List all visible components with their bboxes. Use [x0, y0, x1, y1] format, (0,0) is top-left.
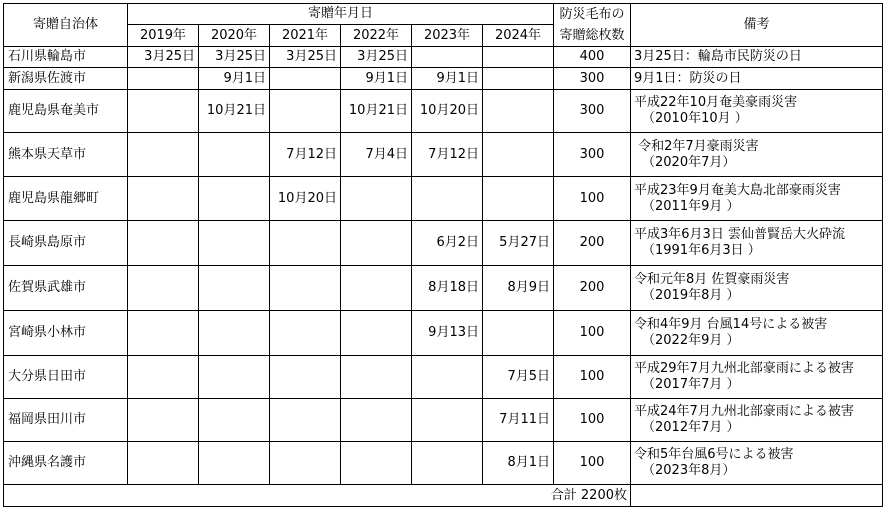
- date-cell: 10月21日: [341, 90, 412, 133]
- table-row: [4, 177, 883, 221]
- note-line: （2010年10月 ）: [642, 111, 748, 126]
- date-cell: 9月13日: [412, 311, 483, 356]
- date-cell: [341, 311, 412, 356]
- note-line: 平成24年7月九州北部豪雨による被害: [634, 404, 854, 419]
- count-cell: 400: [554, 47, 631, 68]
- municipality-cell: 宮崎県小林市: [4, 311, 128, 356]
- total-count-header-line2: 寄贈総枚数: [559, 28, 625, 43]
- note-cell: [631, 90, 883, 133]
- municipality-cell: 熊本県天草市: [4, 133, 128, 177]
- table-row: [4, 356, 883, 399]
- table-row: [4, 399, 883, 442]
- note-line: 9月1日：防災の日: [634, 70, 742, 86]
- note-cell: [631, 266, 883, 311]
- note-line: 3月25日：輪島市民防災の日: [634, 49, 802, 64]
- municipality-cell: 福岡県田川市: [4, 399, 128, 442]
- note-line: 令和元年8月 佐賀豪雨災害: [634, 272, 790, 287]
- year-header: 2022年: [341, 25, 412, 47]
- note-line: 令和4年9月 台風14号による被害: [634, 317, 828, 332]
- date-cell: [199, 133, 270, 177]
- date-cell: 3月25日: [341, 47, 412, 68]
- date-cell: [341, 442, 412, 485]
- date-cell: [199, 311, 270, 356]
- note-cell: [631, 68, 883, 90]
- table-row: [4, 133, 883, 177]
- date-cell: [199, 399, 270, 442]
- municipality-cell: 佐賀県武雄市: [4, 266, 128, 311]
- date-cell: [128, 221, 199, 266]
- date-cell: [483, 90, 554, 133]
- count-cell: 300: [554, 68, 631, 90]
- date-cell: 9月1日: [412, 68, 483, 90]
- donation-date-header: 寄贈年月日: [128, 4, 554, 25]
- year-header: 2020年: [199, 25, 270, 47]
- table-row: [4, 47, 883, 68]
- date-cell: 8月9日: [483, 266, 554, 311]
- date-cell: [483, 133, 554, 177]
- date-cell: [199, 266, 270, 311]
- municipality-cell: 鹿児島県奄美市: [4, 90, 128, 133]
- date-cell: [483, 311, 554, 356]
- note-cell: [631, 311, 883, 356]
- date-cell: [483, 68, 554, 90]
- count-cell: 300: [554, 133, 631, 177]
- date-cell: 7月12日: [270, 133, 341, 177]
- date-cell: [412, 177, 483, 221]
- date-cell: [412, 47, 483, 68]
- date-cell: [128, 442, 199, 485]
- count-cell: 100: [554, 177, 631, 221]
- note-cell: [631, 177, 883, 221]
- note-line: （2020年7月）: [642, 154, 736, 170]
- date-cell: 3月25日: [199, 47, 270, 68]
- date-cell: 6月2日: [412, 221, 483, 266]
- date-cell: 10月20日: [270, 177, 341, 221]
- total-count-header: [554, 4, 631, 47]
- total-count-header-line1: 防災毛布の: [559, 7, 625, 22]
- table-row: [4, 90, 883, 133]
- year-header: 2021年: [270, 25, 341, 47]
- date-cell: [341, 399, 412, 442]
- note-line: 平成23年9月奄美大島北部豪雨災害: [634, 182, 841, 198]
- table-row: [4, 68, 883, 90]
- date-cell: 10月21日: [199, 90, 270, 133]
- date-cell: [199, 442, 270, 485]
- note-line: （2022年9月 ）: [642, 333, 740, 348]
- note-cell: [631, 133, 883, 177]
- notes-header: 備考: [631, 4, 883, 47]
- total-cell: 合計 2200枚: [4, 485, 631, 507]
- date-cell: [412, 442, 483, 485]
- count-cell: 100: [554, 399, 631, 442]
- table-row: [4, 221, 883, 266]
- table-row: [4, 311, 883, 356]
- date-cell: [270, 311, 341, 356]
- count-cell: 100: [554, 356, 631, 399]
- date-cell: [270, 221, 341, 266]
- blanket-donation-table: [3, 3, 883, 507]
- table-row: [4, 442, 883, 485]
- date-cell: [341, 356, 412, 399]
- note-line: 平成29年7月九州北部豪雨による被害: [634, 361, 854, 376]
- note-cell: [631, 399, 883, 442]
- date-cell: [128, 356, 199, 399]
- note-cell: [631, 47, 883, 68]
- note-cell: [631, 221, 883, 266]
- donation-table-sheet: [3, 3, 883, 507]
- date-cell: [128, 177, 199, 221]
- table-row: [4, 266, 883, 311]
- date-cell: 3月25日: [128, 47, 199, 68]
- date-cell: [270, 399, 341, 442]
- note-cell: [631, 356, 883, 399]
- date-cell: [128, 68, 199, 90]
- count-cell: 100: [554, 311, 631, 356]
- date-cell: 7月4日: [341, 133, 412, 177]
- date-cell: 7月5日: [483, 356, 554, 399]
- municipality-cell: 鹿児島県龍郷町: [4, 177, 128, 221]
- municipality-cell: 沖縄県名護市: [4, 442, 128, 485]
- date-cell: [270, 266, 341, 311]
- date-cell: 9月1日: [199, 68, 270, 90]
- municipality-header: 寄贈自治体: [4, 4, 128, 47]
- year-header: 2019年: [128, 25, 199, 47]
- date-cell: [270, 68, 341, 90]
- date-cell: 10月20日: [412, 90, 483, 133]
- date-cell: [412, 399, 483, 442]
- total-note-cell: [631, 485, 883, 507]
- note-line: （1991年6月3日 ）: [642, 243, 761, 258]
- municipality-cell: 石川県輪島市: [4, 47, 128, 68]
- date-cell: 7月12日: [412, 133, 483, 177]
- date-cell: [128, 311, 199, 356]
- note-line: （2019年8月 ）: [642, 288, 740, 303]
- date-cell: [128, 133, 199, 177]
- date-cell: [483, 47, 554, 68]
- note-line: （2011年9月 ）: [642, 198, 740, 214]
- date-cell: [199, 177, 270, 221]
- date-cell: [412, 356, 483, 399]
- date-cell: [270, 356, 341, 399]
- date-cell: [270, 90, 341, 133]
- date-cell: 3月25日: [270, 47, 341, 68]
- note-line: （2012年7月 ）: [642, 420, 740, 435]
- date-cell: 8月1日: [483, 442, 554, 485]
- count-cell: 200: [554, 221, 631, 266]
- date-cell: [341, 221, 412, 266]
- count-cell: 300: [554, 90, 631, 133]
- count-cell: 200: [554, 266, 631, 311]
- total-row: [4, 485, 883, 507]
- date-cell: [270, 442, 341, 485]
- date-cell: 5月27日: [483, 221, 554, 266]
- note-line: 平成22年10月奄美豪雨災害: [634, 95, 798, 110]
- year-header: 2023年: [412, 25, 483, 47]
- date-cell: [341, 177, 412, 221]
- date-cell: 9月1日: [341, 68, 412, 90]
- date-cell: 7月11日: [483, 399, 554, 442]
- date-cell: [128, 399, 199, 442]
- date-cell: [128, 266, 199, 311]
- date-cell: [199, 221, 270, 266]
- date-cell: [128, 90, 199, 133]
- municipality-cell: 長崎県島原市: [4, 221, 128, 266]
- note-line: （2023年8月）: [642, 463, 736, 478]
- note-line: 令和5年台風6号による被害: [634, 447, 794, 462]
- count-cell: 100: [554, 442, 631, 485]
- municipality-cell: 新潟県佐渡市: [4, 68, 128, 90]
- municipality-cell: 大分県日田市: [4, 356, 128, 399]
- date-cell: [483, 177, 554, 221]
- date-cell: 8月18日: [412, 266, 483, 311]
- note-cell: [631, 442, 883, 485]
- date-cell: [341, 266, 412, 311]
- year-header: 2024年: [483, 25, 554, 47]
- note-line: 平成3年6月3日 雲仙普賢岳大火砕流: [634, 227, 845, 242]
- note-line: （2017年7月 ）: [642, 377, 740, 392]
- date-cell: [199, 356, 270, 399]
- note-line: 令和2年7月豪雨災害: [634, 138, 759, 154]
- header-row-1: [4, 4, 883, 25]
